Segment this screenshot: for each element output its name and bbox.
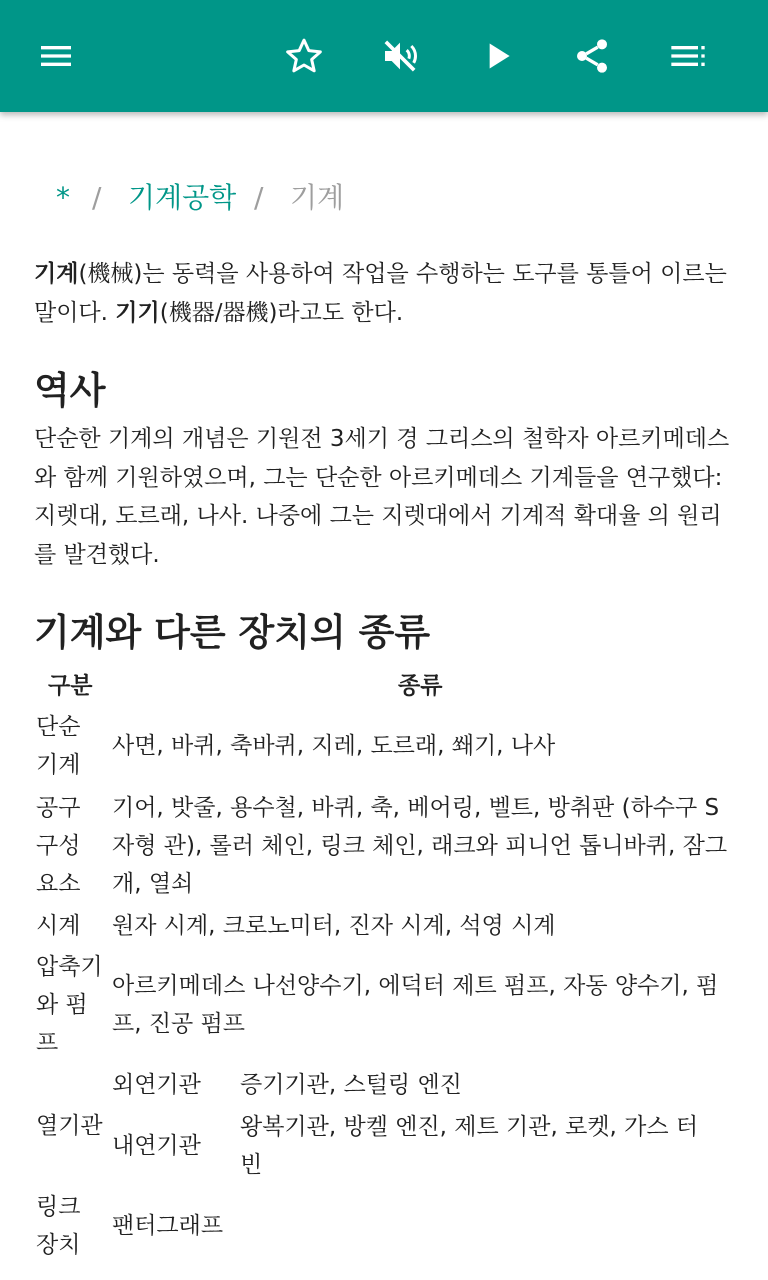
row-types: 증기기관, 스털링 엔진 (240, 1072, 462, 1098)
row-types: 팬터그래프 (112, 1213, 224, 1239)
row-subcategory: 외연기관 (112, 1072, 201, 1098)
row-category: 링크 장치 (36, 1194, 81, 1258)
breadcrumb-current: 기계 (290, 181, 345, 214)
intro-text-alt: (機器/器機)라고도 한다. (159, 299, 404, 326)
types-heading: 기계와 다른 장치의 종류 (34, 611, 431, 654)
play-icon[interactable] (470, 28, 526, 84)
table-header-category: 구분 (48, 673, 93, 699)
star-outline-icon[interactable] (276, 28, 332, 84)
breadcrumb-separator: / (92, 181, 102, 214)
breadcrumb-root-link[interactable]: * (56, 181, 70, 214)
volume-off-icon[interactable] (372, 28, 428, 84)
history-paragraph: 단순한 기계의 개념은 기원전 3세기 경 그리스의 철학자 아르키메데스와 함께 기원하였으며, 그는 단순한 아르키메데스 기계들을 연구했다: 지렛대, 도르래, 나사. 나중에 그는 지렛대에서 기계적 확대율 의 원리를 발견했다. (34, 426, 730, 568)
row-types: 원자 시계, 크로노미터, 진자 시계, 석영 시계 (112, 913, 556, 939)
breadcrumb-parent-link[interactable]: 기계공학 (128, 181, 237, 214)
row-types: 사면, 바퀴, 축바퀴, 지레, 도르래, 쐐기, 나사 (112, 733, 556, 759)
row-category: 열기관 (36, 1113, 103, 1139)
playlist-icon[interactable] (660, 28, 716, 84)
row-types: 기어, 밧줄, 용수철, 바퀴, 축, 베어링, 벨트, 방취판 (하수구 S자형 관), 롤러 체인, 링크 체인, 래크와 피니언 톱니바퀴, 잠그개, 열쇠 (112, 795, 728, 897)
menu-icon[interactable] (28, 28, 84, 84)
intro-term-alt: 기기 (115, 299, 160, 326)
history-heading: 역사 (34, 369, 106, 412)
row-subcategory: 내연기관 (112, 1133, 201, 1159)
share-icon[interactable] (564, 28, 620, 84)
row-category: 단순 기계 (36, 714, 81, 778)
row-category: 압축기 와 펌 프 (36, 954, 103, 1056)
intro-term: 기계 (34, 261, 79, 287)
row-category: 공구 구성 요소 (36, 795, 81, 897)
intro-text: (機械)는 동력을 사용하여 작업을 수행하는 도구를 통틀어 이르는 말이다. (34, 261, 727, 326)
intro-paragraph (34, 255, 734, 332)
table-header-types: 종류 (398, 673, 443, 699)
app-bar (0, 0, 768, 112)
row-types: 아르키메데스 나선양수기, 에덕터 제트 펌프, 자동 양수기, 펌프, 진공 펌프 (112, 973, 719, 1037)
row-types: 왕복기관, 방켈 엔진, 제트 기관, 로켓, 가스 터 빈 (240, 1114, 699, 1178)
row-category: 시계 (36, 913, 81, 939)
breadcrumb-separator: / (254, 181, 264, 214)
